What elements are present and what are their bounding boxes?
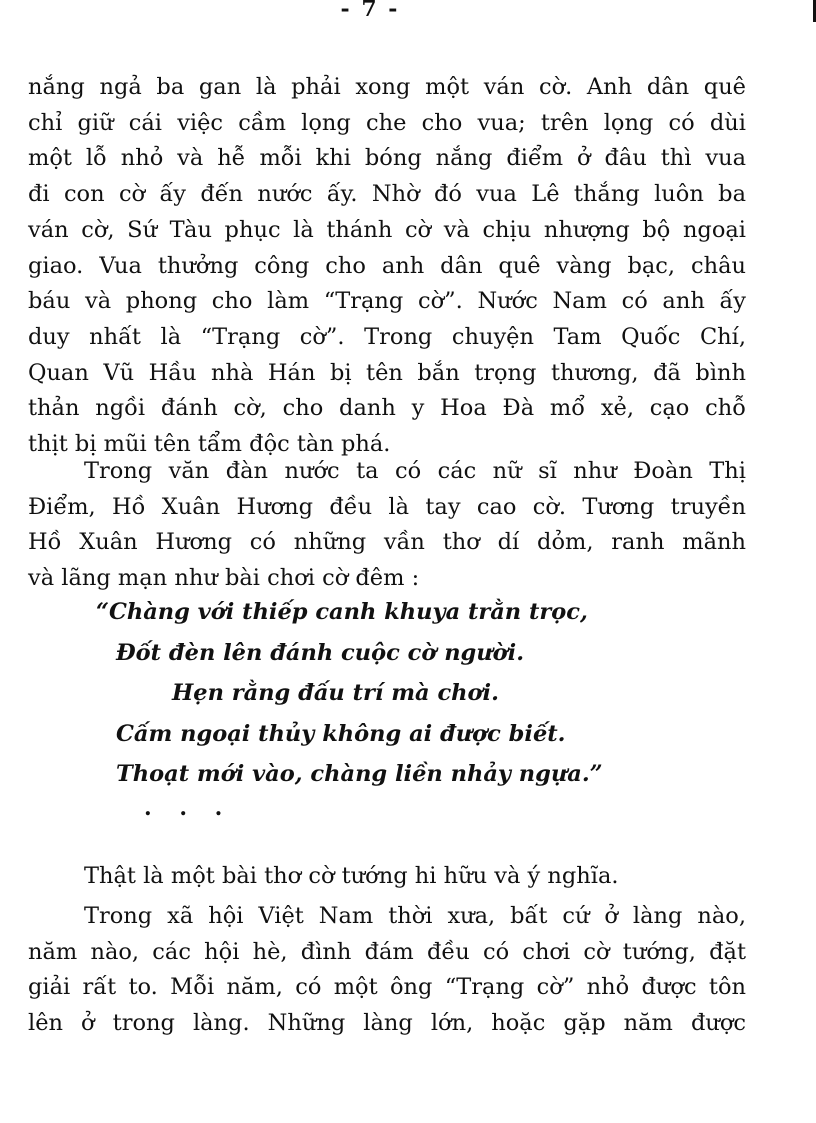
paragraph-1 (28, 70, 746, 463)
poem (96, 592, 603, 795)
paragraph-2-line: Điểm, Hồ Xuân Hương đều là tay cao cờ. Tương truyền (28, 493, 746, 520)
paragraph-1-line: duy nhất là “Trạng cờ”. Trong chuyện Tam Quốc Chí, (28, 323, 746, 350)
paragraph-4-line: Trong xã hội Việt Nam thời xưa, bất cứ ở làng nào, (84, 903, 746, 929)
paragraph-4-line: lên ở trong làng. Những làng lớn, hoặc gặp năm được (28, 1010, 746, 1037)
paragraph-2-line: Hồ Xuân Hương có những vần thơ dí dỏm, ranh mãnh (28, 529, 746, 556)
page-number: - 7 - (340, 0, 400, 22)
poem-verse: Hẹn rằng đấu trí mà chơi. (172, 680, 499, 706)
poem-verse: “Chàng với thiếp canh khuya trằn trọc, (96, 599, 588, 625)
paragraph-1-line: thịt bị mũi tên tẩm độc tàn phá. (28, 431, 391, 458)
paragraph-3-line: Thật là một bài thơ cờ tướng hi hữu và ý nghĩa. (84, 863, 619, 889)
paragraph-1-line: giao. Vua thưởng công cho anh dân quê vàng bạc, châu (28, 252, 746, 279)
paragraph-1-line: nắng ngả ba gan là phải xong một ván cờ. Anh dân quê (28, 74, 746, 100)
paragraph-4 (28, 899, 746, 1042)
poem-ellipsis: . . . (144, 795, 233, 821)
poem-verse: Thoạt mới vào, chàng liền nhảy ngựa.” (116, 761, 603, 787)
paragraph-1-line: thản ngồi đánh cờ, cho danh y Hoa Đà mổ xẻ, cạo chỗ (28, 395, 746, 422)
poem-verse: Cấm ngoại thủy không ai được biết. (116, 720, 566, 747)
paragraph-1-line: Quan Vũ Hầu nhà Hán bị tên bắn trọng thương, đã bình (28, 359, 746, 386)
paragraph-1-line: chỉ giữ cái việc cầm lọng che cho vua; trên lọng có dùi (28, 109, 746, 136)
poem-verse: Đốt đèn lên đánh cuộc cờ người. (116, 639, 525, 666)
paragraph-1-line: đi con cờ ấy đến nước ấy. Nhờ đó vua Lê thắng luôn ba (28, 181, 746, 208)
paragraph-4-line: năm nào, các hội hè, đình đám đều có chơi cờ tướng, đặt (28, 938, 746, 965)
paragraph-1-line: ván cờ, Sứ Tàu phục là thánh cờ và chịu nhượng bộ ngoại (28, 216, 746, 243)
paragraph-1-line: một lỗ nhỏ và hễ mỗi khi bóng nắng điểm ở đâu thì vua (28, 145, 746, 172)
paragraph-1-line: báu và phong cho làm “Trạng cờ”. Nước Nam có anh ấy (28, 288, 746, 315)
paragraph-2-line: và lãng mạn như bài chơi cờ đêm : (28, 565, 420, 592)
paragraph-4-line: giải rất to. Mỗi năm, có một ông “Trạng cờ” nhỏ được tôn (28, 974, 746, 1001)
paragraph-2-line: Trong văn đàn nước ta có các nữ sĩ như Đoàn Thị (84, 458, 746, 484)
paragraph-3 (28, 859, 746, 895)
paragraph-2 (28, 454, 746, 597)
